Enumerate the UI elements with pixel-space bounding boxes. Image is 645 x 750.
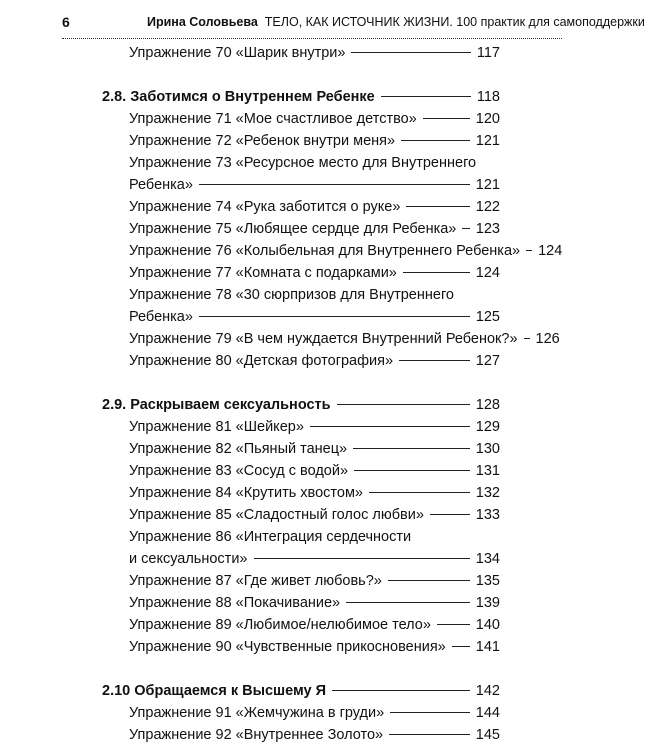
toc-entry-page: 130 — [475, 441, 500, 457]
toc-entry-title: Упражнение 72 «Ребенок внутри меня» — [129, 133, 396, 149]
toc-section-2-9 — [102, 394, 500, 416]
toc-entry-ex86 — [129, 548, 500, 570]
dot-leader — [351, 52, 470, 53]
toc-entry-title: Упражнение 91 «Жемчужина в груди» — [129, 705, 385, 721]
toc-section-2-10 — [102, 680, 500, 702]
toc-entry-page: 144 — [475, 705, 500, 721]
toc-entry-page: 123 — [475, 221, 500, 237]
dot-leader — [353, 448, 470, 449]
dot-leader — [389, 734, 470, 735]
toc-entry-title: Упражнение 83 «Сосуд с водой» — [129, 463, 349, 479]
dot-leader — [199, 316, 470, 317]
toc-entry-ex70 — [129, 42, 500, 64]
toc-entry-title: Ребенка» — [129, 177, 193, 193]
toc-entry-title: Упражнение 89 «Любимое/нелюбимое тело» — [129, 617, 431, 633]
toc-entry-page: 127 — [475, 353, 500, 369]
toc-entry-title: Упражнение 87 «Где живет любовь?» — [129, 573, 382, 589]
toc-entry-title: Упражнение 75 «Любящее сердце для Ребенка» — [129, 221, 457, 237]
toc-entry-ex91 — [129, 702, 500, 724]
toc-entry-ex81 — [129, 416, 500, 438]
toc-entry-title: Упражнение 80 «Детская фотография» — [129, 353, 394, 369]
toc-entry-page: 121 — [475, 133, 500, 149]
toc-entry-ex80 — [129, 350, 500, 372]
toc-entry-ex73-line1: Упражнение 73 «Ресурсное место для Внутреннего — [129, 155, 477, 171]
toc-entry-title: Упражнение 71 «Мое счастливое детство» — [129, 111, 417, 127]
toc-entry-page: 132 — [475, 485, 500, 501]
page-number: 6 — [62, 14, 70, 30]
toc-entry-page: 140 — [475, 617, 500, 633]
toc-entry-page: 122 — [475, 199, 500, 215]
toc-entry-ex73 — [129, 174, 500, 196]
section-title: 2.8. Заботимся о Внутреннем Ребенке — [102, 89, 375, 105]
toc-entry-title: Упражнение 90 «Чувственные прикосновения» — [129, 639, 446, 655]
dot-leader — [337, 404, 470, 405]
toc-entry-title: Упражнение 74 «Рука заботится о руке» — [129, 199, 401, 215]
toc-entry-ex74 — [129, 196, 500, 218]
dot-leader — [526, 250, 532, 251]
book-title: ТЕЛО, КАК ИСТОЧНИК ЖИЗНИ. 100 практик для самоподдержки — [264, 15, 645, 29]
toc-entry-ex77 — [129, 262, 500, 284]
section-title: 2.9. Раскрываем сексуальность — [102, 397, 331, 413]
section-page: 142 — [475, 683, 500, 699]
table-of-contents — [102, 42, 563, 746]
toc-entry-title: Упражнение 92 «Внутреннее Золото» — [129, 727, 384, 743]
toc-entry-title: Упражнение 77 «Комната с подарками» — [129, 265, 397, 281]
toc-entry-ex78-line1: Упражнение 78 «30 сюрпризов для Внутреннего — [129, 287, 454, 303]
toc-entry-page: 126 — [535, 331, 560, 347]
toc-entry-title: Упражнение 76 «Колыбельная для Внутреннего Ребенка» — [129, 243, 521, 259]
toc-entry-page: 124 — [538, 243, 563, 259]
header-rule — [62, 38, 562, 39]
toc-section-2-8 — [102, 86, 500, 108]
toc-entry-page: 141 — [475, 639, 500, 655]
toc-entry-page: 134 — [475, 551, 500, 567]
toc-entry-ex85 — [129, 504, 500, 526]
toc-entry-title: Упражнение 84 «Крутить хвостом» — [129, 485, 363, 501]
toc-entry-ex82 — [129, 438, 500, 460]
section-page: 128 — [475, 397, 500, 413]
dot-leader — [423, 118, 470, 119]
toc-entry-page: 117 — [476, 45, 500, 61]
section-page: 118 — [476, 89, 500, 105]
toc-entry-ex83 — [129, 460, 500, 482]
toc-entry-title: Упражнение 85 «Сладостный голос любви» — [129, 507, 424, 523]
dot-leader — [369, 492, 470, 493]
toc-entry-ex72 — [129, 130, 500, 152]
toc-entry-title: Ребенка» — [129, 309, 193, 325]
toc-entry-ex79 — [129, 328, 560, 350]
toc-entry-ex75 — [129, 218, 500, 240]
dot-leader — [310, 426, 470, 427]
toc-entry-title: и сексуальности» — [129, 551, 248, 567]
dot-leader — [346, 602, 470, 603]
toc-entry-ex78 — [129, 306, 500, 328]
author-name: Ирина Соловьева — [147, 15, 258, 29]
dot-leader — [462, 228, 469, 229]
dot-leader — [524, 338, 530, 339]
toc-entry-page: 131 — [475, 463, 500, 479]
toc-entry-page: 125 — [475, 309, 500, 325]
toc-entry-page: 129 — [475, 419, 500, 435]
dot-leader — [332, 690, 470, 691]
toc-entry-ex76 — [129, 240, 563, 262]
toc-entry-page: 133 — [475, 507, 500, 523]
toc-entry-page: 121 — [475, 177, 500, 193]
toc-entry-page: 145 — [475, 727, 500, 743]
dot-leader — [403, 272, 470, 273]
dot-leader — [254, 558, 470, 559]
toc-entry-page: 139 — [475, 595, 500, 611]
toc-entry-title: Упражнение 70 «Шарик внутри» — [129, 45, 346, 61]
toc-entry-ex86-line1: Упражнение 86 «Интеграция сердечности — [129, 529, 412, 545]
dot-leader — [354, 470, 470, 471]
dot-leader — [381, 96, 471, 97]
dot-leader — [388, 580, 470, 581]
toc-entry-page: 135 — [475, 573, 500, 589]
section-title: 2.10 Обращаемся к Высшему Я — [102, 683, 327, 699]
dot-leader — [452, 646, 470, 647]
running-title — [147, 15, 645, 29]
dot-leader — [401, 140, 470, 141]
toc-entry-ex71 — [129, 108, 500, 130]
dot-leader — [199, 184, 470, 185]
dot-leader — [430, 514, 470, 515]
toc-entry-title: Упражнение 81 «Шейкер» — [129, 419, 304, 435]
toc-entry-ex87 — [129, 570, 500, 592]
toc-entry-page: 120 — [475, 111, 500, 127]
dot-leader — [437, 624, 470, 625]
dot-leader — [390, 712, 470, 713]
toc-entry-ex89 — [129, 614, 500, 636]
toc-entry-ex84 — [129, 482, 500, 504]
toc-entry-page: 124 — [475, 265, 500, 281]
dot-leader — [406, 206, 469, 207]
toc-entry-title: Упражнение 82 «Пьяный танец» — [129, 441, 348, 457]
toc-entry-ex92 — [129, 724, 500, 746]
toc-entry-title: Упражнение 88 «Покачивание» — [129, 595, 341, 611]
toc-entry-ex90 — [129, 636, 500, 658]
toc-entry-title: Упражнение 79 «В чем нуждается Внутренний Ребенок?» — [129, 331, 518, 347]
dot-leader — [399, 360, 470, 361]
toc-entry-ex88 — [129, 592, 500, 614]
page-header — [62, 14, 645, 36]
